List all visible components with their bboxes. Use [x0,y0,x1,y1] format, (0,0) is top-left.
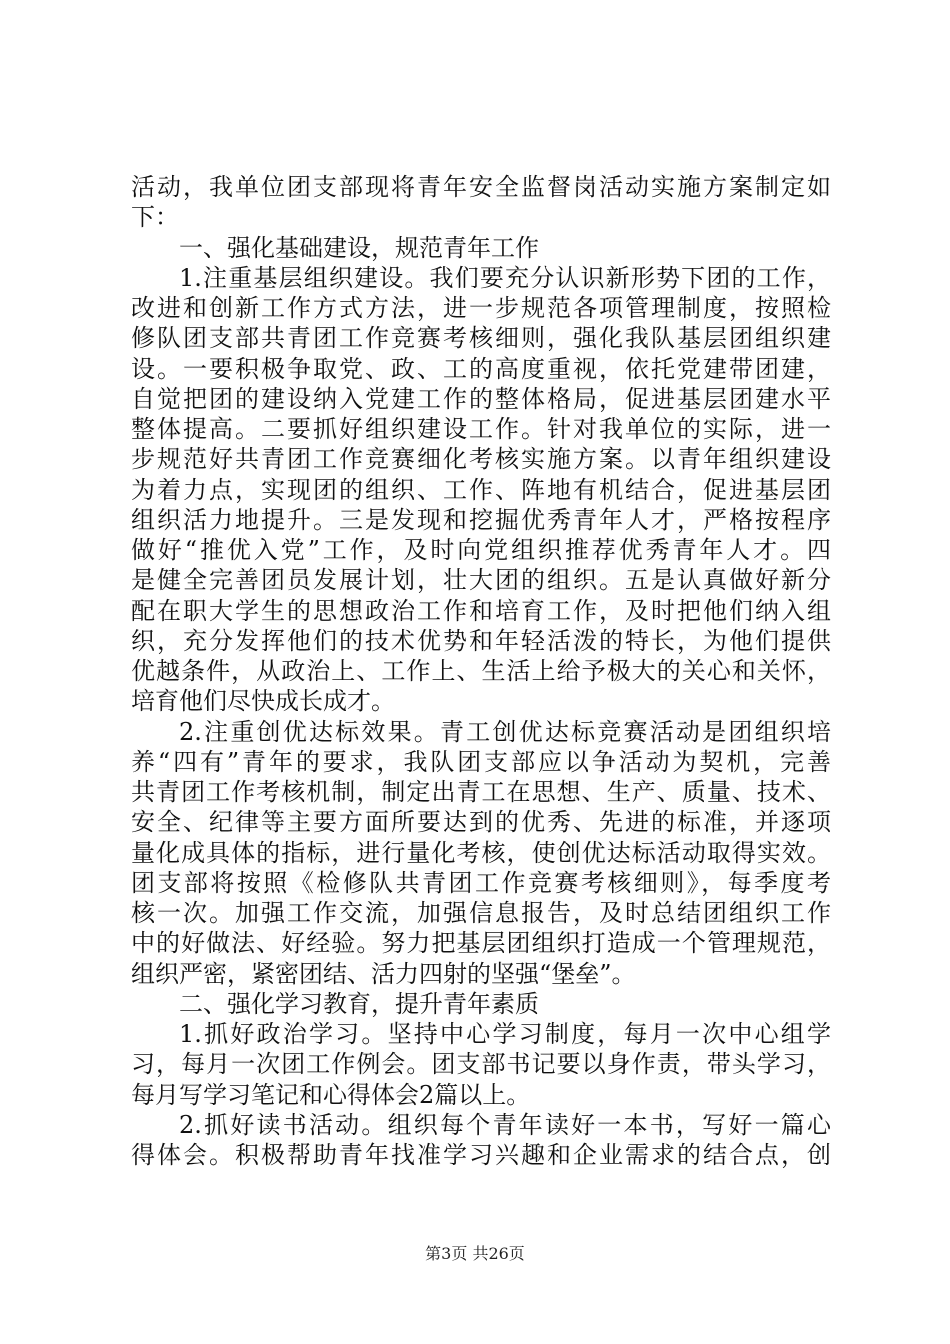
text-line: 自觉把团的建设纳入党建工作的整体格局，促进基层团建水平 [131,384,831,413]
text-line: 养“四有”青年的要求，我队团支部应以争活动为契机，完善 [131,747,831,776]
text-line: 活动，我单位团支部现将青年安全监督岗活动实施方案制定如 [131,173,831,201]
text-line: 团支部将按照《检修队共青团工作竞赛考核细则》，每季度考 [131,868,831,897]
text-line: 1.抓好政治学习。坚持中心学习制度，每月一次中心组学 [179,1020,831,1048]
text-line: 是健全完善团员发展计划，壮大团的组织。五是认真做好新分 [131,566,831,595]
text-line: 二、强化学习教育，提升青年素质 [179,989,539,1018]
text-line: 安全、纪律等主要方面所要达到的优秀、先进的标准，并逐项 [131,808,831,837]
text-line: 做好“推优入党”工作，及时向党组织推荐优秀青年人才。四 [131,536,831,564]
text-line: 为着力点，实现团的组织、工作、阵地有机结合，促进基层团 [131,475,831,504]
text-line: 共青团工作考核机制，制定出青工在思想、生产、质量、技术、 [131,778,831,806]
text-line: 2.抓好读书活动。组织每个青年读好一本书，写好一篇心 [179,1110,831,1139]
text-line: 习，每月一次团工作例会。团支部书记要以身作责，带头学习， [131,1050,831,1079]
text-line: 修队团支部共青团工作竞赛考核细则，强化我队基层团组织建 [131,324,831,353]
text-line: 核一次。加强工作交流，加强信息报告，及时总结团组织工作 [131,899,831,927]
text-line: 组织活力地提升。三是发现和挖掘优秀青年人才，严格按程序 [131,505,831,534]
text-line: 量化成具体的指标，进行量化考核，使创优达标活动取得实效。 [131,838,831,867]
text-line: 优越条件，从政治上、工作上、生活上给予极大的关心和关怀， [131,657,831,685]
text-line: 配在职大学生的思想政治工作和培育工作，及时把他们纳入组 [131,596,831,625]
text-line: 改进和创新工作方式方法，进一步规范各项管理制度，按照检 [131,294,831,322]
text-line: 2.注重创优达标效果。青工创优达标竞赛活动是团组织培 [179,717,831,746]
text-line: 一、强化基础建设，规范青年工作 [179,233,539,262]
document-body [131,172,831,1170]
text-line: 每月写学习笔记和心得体会2篇以上。 [131,1080,531,1109]
text-line: 培育他们尽快成长成才。 [131,687,395,716]
page-footer: 第3页 共26页 [425,1244,525,1263]
text-line: 织，充分发挥他们的技术优势和年轻活泼的特长，为他们提供 [131,626,831,655]
text-line: 整体提高。二要抓好组织建设工作。针对我单位的实际，进一 [131,415,831,443]
text-line: 组织严密，紧密团结、活力四射的坚强“堡垒”。 [131,959,636,988]
text-line: 中的好做法、好经验。努力把基层团组织打造成一个管理规范， [131,929,831,958]
text-line: 1.注重基层组织建设。我们要充分认识新形势下团的工作， [179,263,831,292]
text-line: 步规范好共青团工作竞赛细化考核实施方案。以青年组织建设 [131,445,831,474]
text-line: 下： [131,203,179,232]
text-line: 设。一要积极争取党、政、工的高度重视，依托党建带团建， [131,354,831,383]
text-line: 得体会。积极帮助青年找准学习兴趣和企业需求的结合点，创 [131,1141,831,1169]
